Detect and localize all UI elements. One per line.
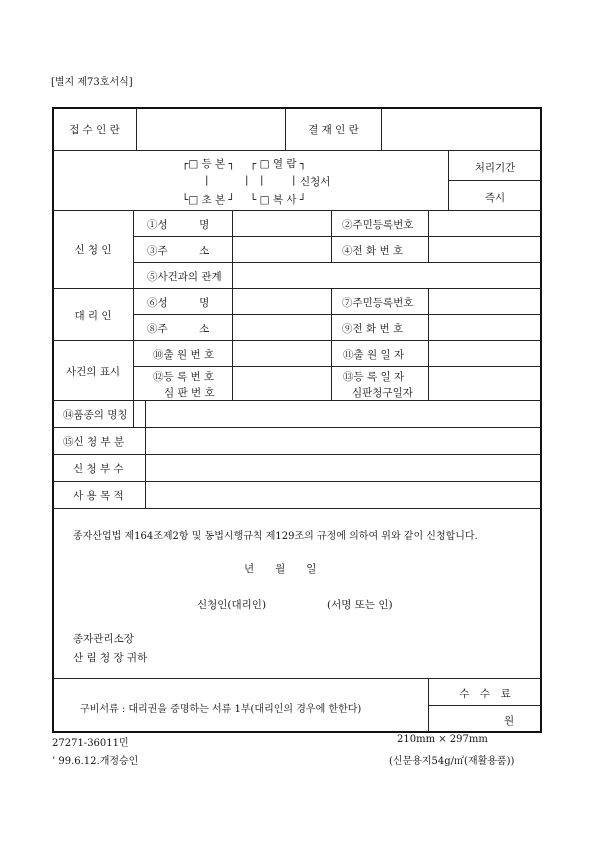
option-bracket: | xyxy=(260,174,264,186)
option-extract[interactable]: └□ 초 본 ┘ xyxy=(182,194,235,206)
agent-name-field[interactable] xyxy=(233,289,331,314)
request-part-field[interactable] xyxy=(146,428,541,454)
form-id: [별지 제73호서식] xyxy=(51,77,133,88)
receipt-stamp-label: 접 수 인 란 xyxy=(69,124,120,136)
signer-label: 신청인(대리인) xyxy=(197,599,267,611)
application-number-field[interactable] xyxy=(233,341,331,366)
applicant-name-field[interactable] xyxy=(233,211,331,236)
signature-note: (서명 또는 인) xyxy=(327,599,393,611)
applicant-label: 신 청 인 xyxy=(74,244,112,256)
option-bracket: | xyxy=(205,174,209,186)
approval-stamp-label: 결 재 인 란 xyxy=(308,124,359,136)
applicant-phone-field[interactable] xyxy=(429,237,541,262)
addressee-line-1: 종자관리소장 xyxy=(73,633,134,645)
applicant-address-label: ③주 소 xyxy=(147,245,210,257)
purpose-label: 사 용 목 적 xyxy=(73,490,124,502)
applicant-relation-field[interactable] xyxy=(233,263,541,288)
applicant-rrn-label: ②주민등록번호 xyxy=(342,219,414,231)
fee-unit: 원 xyxy=(504,715,515,727)
approval-stamp-area[interactable] xyxy=(382,108,541,150)
application-suffix: 신청서 xyxy=(300,176,331,188)
copies-field[interactable] xyxy=(146,455,541,481)
registration-number-label: ⑫등 록 번 호 xyxy=(153,371,215,383)
copies-label: 신 청 부 수 xyxy=(73,463,124,475)
request-part-label: ⑮신 청 부 분 xyxy=(63,436,125,448)
agent-address-label: ⑧주 소 xyxy=(147,323,210,335)
registration-date-label: ⑬등 록 일 자 xyxy=(343,371,405,383)
registration-date-field[interactable] xyxy=(429,367,541,400)
applicant-address-field[interactable] xyxy=(233,237,331,262)
applicant-rrn-field[interactable] xyxy=(429,211,541,236)
agent-rrn-label: ⑦주민등록번호 xyxy=(342,297,414,309)
agent-phone-label: ⑨전 화 번 호 xyxy=(342,323,404,335)
agent-rrn-field[interactable] xyxy=(429,289,541,314)
trial-request-date-label: 심판청구일자 xyxy=(352,387,413,399)
statement-date: 년 월 일 xyxy=(244,563,317,575)
option-view[interactable]: ┌ □ 열 람 ┐ xyxy=(250,158,307,170)
option-register[interactable]: ┌□ 등 본 ┐ xyxy=(182,158,235,170)
fee-field[interactable] xyxy=(429,706,541,732)
fee-label: 수 수 료 xyxy=(459,688,511,700)
signature-field[interactable] xyxy=(275,593,325,611)
applicant-name-label: ①성 명 xyxy=(147,219,210,231)
case-label: 사건의 표시 xyxy=(65,366,121,378)
application-number-label: ⑩출 원 번 호 xyxy=(153,349,215,361)
required-documents: 구비서류 : 대리권을 증명하는 서류 1부(대리인의 경우에 한한다) xyxy=(80,704,362,715)
variety-name-field[interactable] xyxy=(146,401,541,427)
agent-address-field[interactable] xyxy=(233,315,331,340)
receipt-stamp-area[interactable] xyxy=(137,108,285,150)
applicant-relation-label: ⑤사건과의 관계 xyxy=(147,271,222,283)
option-bracket: | xyxy=(245,174,249,186)
option-bracket: | xyxy=(292,174,296,186)
agent-label: 대 리 인 xyxy=(74,310,112,322)
paper-type: (신문용지54g/㎡(재활용품)) xyxy=(389,756,515,767)
processing-period-value: 즉시 xyxy=(484,192,506,204)
application-date-field[interactable] xyxy=(429,341,541,366)
variety-name-label: ⑭품종의 명칭 xyxy=(63,409,128,421)
form-code: 27271-36011민 xyxy=(52,738,129,749)
addressee-line-2: 산 림 청 장 귀하 xyxy=(73,652,148,664)
statement-text: 종자산업법 제164조제2항 및 동법시행규칙 제129조의 규정에 의하여 위와 같이 신청합니다. xyxy=(73,531,478,542)
application-date-label: ⑪출 원 일 자 xyxy=(343,349,405,361)
option-copy[interactable]: └ □ 복 사 ┘ xyxy=(250,194,307,206)
trial-number-label: 심 판 번 호 xyxy=(164,387,215,399)
purpose-field[interactable] xyxy=(146,482,541,508)
agent-name-label: ⑥성 명 xyxy=(147,297,210,309)
paper-size: 210mm × 297mm xyxy=(397,734,488,745)
applicant-phone-label: ④전 화 번 호 xyxy=(342,245,404,257)
approval-date: ’ 99.6.12.개정승인 xyxy=(52,756,139,767)
registration-number-field[interactable] xyxy=(233,367,331,400)
agent-phone-field[interactable] xyxy=(429,315,541,340)
processing-period-label: 처리기간 xyxy=(474,162,516,174)
